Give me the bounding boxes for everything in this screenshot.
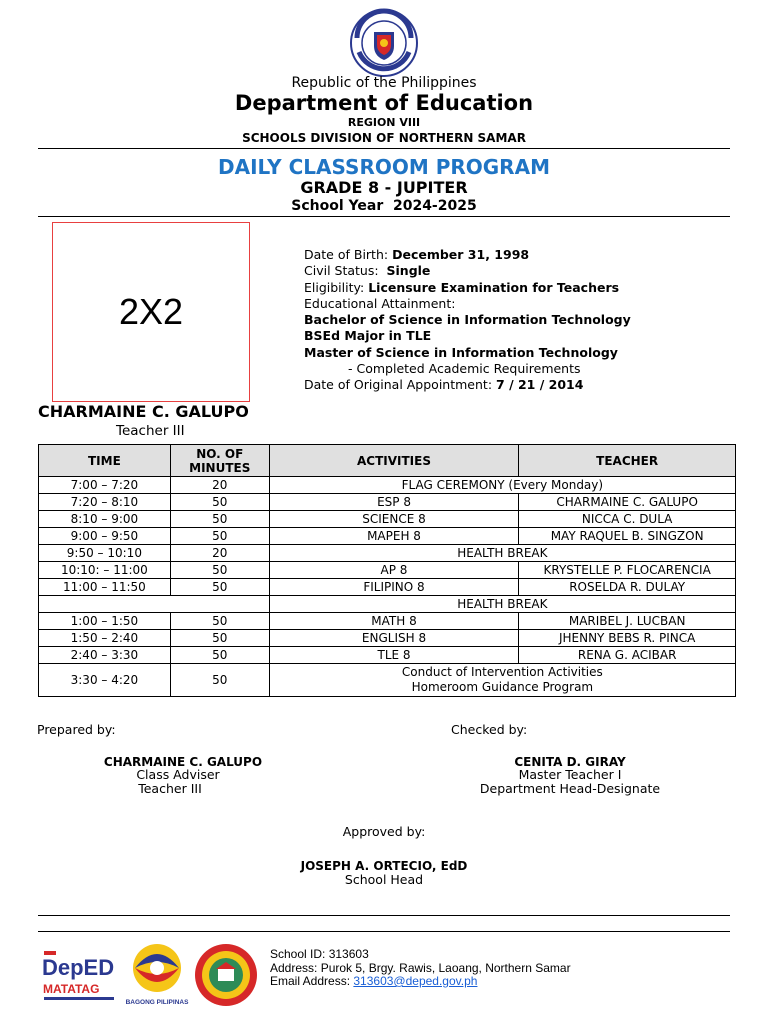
cell-activity: FILIPINO 8 <box>269 579 519 596</box>
cell-activity: AP 8 <box>269 562 519 579</box>
cell-activity: HEALTH BREAK <box>269 545 735 562</box>
schedule-table <box>38 444 736 697</box>
cell-time: 1:00 – 1:50 <box>39 613 171 630</box>
prepared-by-label: Prepared by: <box>37 722 116 737</box>
header-time: TIME <box>39 445 171 477</box>
cell-activity: TLE 8 <box>269 647 519 664</box>
republic-text: Republic of the Philippines <box>291 75 477 91</box>
cell-minutes: 50 <box>170 630 269 647</box>
header-minutes-label: NO. OF MINUTES <box>189 446 251 475</box>
teacher-profile <box>304 247 631 394</box>
grade-section: GRADE 8 - JUPITER <box>300 178 468 197</box>
table-row <box>39 664 736 697</box>
cell-activity: ENGLISH 8 <box>269 630 519 647</box>
table-row <box>39 545 736 562</box>
cell-minutes: 50 <box>170 562 269 579</box>
table-row <box>39 596 736 613</box>
civil-status-label: Civil Status: <box>304 263 379 279</box>
cell-time: 2:40 – 3:30 <box>39 647 171 664</box>
cell-teacher: JHENNY BEBS R. PINCA <box>519 630 736 647</box>
cell-time: 1:50 – 2:40 <box>39 630 171 647</box>
cell-activity <box>269 664 735 697</box>
divider <box>38 216 730 217</box>
photo-label: 2X2 <box>118 291 184 332</box>
teacher-position: Teacher III <box>116 423 185 439</box>
cell-minutes: 20 <box>170 477 269 494</box>
approved-by-name: JOSEPH A. ORTECIO, EdD <box>300 859 468 873</box>
cell-time: 10:10: – 11:00 <box>39 562 171 579</box>
cell-activity: FLAG CEREMONY (Every Monday) <box>269 477 735 494</box>
prepared-by-role-1: Class Adviser <box>136 767 220 782</box>
education-label: Educational Attainment: <box>304 295 456 311</box>
checked-by-label: Checked by: <box>451 722 528 737</box>
divider <box>38 931 730 932</box>
cell-teacher: RENA G. ACIBAR <box>519 647 736 664</box>
cell-minutes: 50 <box>170 494 269 511</box>
teacher-name: CHARMAINE C. GALUPO <box>38 402 249 421</box>
civil-status-value: Single <box>386 263 431 279</box>
table-row <box>39 511 736 528</box>
header-activities: ACTIVITIES <box>269 445 519 477</box>
region-text: REGION VIII <box>347 116 421 129</box>
email-link[interactable]: 313603@deped.gov.ph <box>353 974 478 988</box>
cell-time <box>39 596 270 613</box>
school-email-row <box>270 975 571 989</box>
deped-matatag-logo-icon <box>40 947 118 1009</box>
program-title: DAILY CLASSROOM PROGRAM <box>218 155 550 179</box>
eligibility-value: Licensure Examination for Teachers <box>368 279 620 295</box>
cell-time: 9:00 – 9:50 <box>39 528 171 545</box>
cell-time: 9:50 – 10:10 <box>39 545 171 562</box>
division-text: SCHOOLS DIVISION OF NORTHERN SAMAR <box>242 131 526 145</box>
cell-activity: HEALTH BREAK <box>269 596 735 613</box>
prepared-by-name: CHARMAINE C. GALUPO <box>103 755 263 769</box>
dob-value: December 31, 1998 <box>392 247 530 262</box>
table-row <box>39 630 736 647</box>
table-row <box>39 494 736 511</box>
cell-minutes: 50 <box>170 664 269 697</box>
cell-activity: MATH 8 <box>269 613 519 630</box>
school-year: School Year 2024-2025 <box>291 198 477 214</box>
photo-placeholder <box>52 222 250 402</box>
svg-text:BAGONG PILIPINAS: BAGONG PILIPINAS <box>125 999 189 1006</box>
cell-time: 3:30 – 4:20 <box>39 664 171 697</box>
approved-by-role: School Head <box>344 872 424 887</box>
cell-activity-line-2: Homeroom Guidance Program <box>411 680 594 694</box>
cell-activity: ESP 8 <box>269 494 519 511</box>
education-degree-3: Master of Science in Information Technology <box>304 344 618 360</box>
svg-text:DepED: DepED <box>42 955 115 980</box>
cell-activity: MAPEH 8 <box>269 528 519 545</box>
cell-teacher: KRYSTELLE P. FLOCARENCIA <box>519 562 736 579</box>
table-header-row <box>39 445 736 477</box>
education-degree-1: Bachelor of Science in Information Technology <box>304 312 631 328</box>
prepared-by-role-2: Teacher III <box>138 781 202 796</box>
cell-time: 7:20 – 8:10 <box>39 494 171 511</box>
cell-teacher: MAY RAQUEL B. SINGZON <box>519 528 736 545</box>
cell-teacher: MARIBEL J. LUCBAN <box>519 613 736 630</box>
checked-by-name: CENITA D. GIRAY <box>514 755 626 769</box>
divider <box>38 915 730 916</box>
svg-text:MATATAG: MATATAG <box>43 982 100 996</box>
education-note: - Completed Academic Requirements <box>348 361 581 377</box>
cell-minutes: 50 <box>170 528 269 545</box>
table-row <box>39 528 736 545</box>
divider <box>38 148 730 149</box>
school-address: Address: Purok 5, Brgy. Rawis, Laoang, Northern Samar <box>270 960 571 975</box>
cell-time: 8:10 – 9:00 <box>39 511 171 528</box>
school-id: School ID: 313603 <box>270 947 369 961</box>
dob-label: Date of Birth: <box>304 247 389 262</box>
table-row <box>39 647 736 664</box>
cell-minutes: 50 <box>170 511 269 528</box>
header-teacher: TEACHER <box>519 445 736 477</box>
cell-minutes: 50 <box>170 647 269 664</box>
education-degree-2: BSEd Major in TLE <box>304 328 432 344</box>
approved-by-label: Approved by: <box>342 824 426 839</box>
cell-minutes: 50 <box>170 613 269 630</box>
cell-minutes: 20 <box>170 545 269 562</box>
cell-teacher: NICCA C. DULA <box>519 511 736 528</box>
cell-teacher: ROSELDA R. DULAY <box>519 579 736 596</box>
appointment-value: 7 / 21 / 2014 <box>496 377 584 393</box>
school-contact-info <box>270 948 571 989</box>
department-title: Department of Education <box>234 91 534 115</box>
cell-activity: SCIENCE 8 <box>269 511 519 528</box>
table-row <box>39 613 736 630</box>
cell-time: 11:00 – 11:50 <box>39 579 171 596</box>
header-minutes <box>170 445 269 477</box>
bagong-pilipinas-logo-icon <box>125 940 189 1010</box>
cell-activity-line-1: Conduct of Intervention Activities <box>401 665 603 679</box>
checked-by-role-2: Department Head-Designate <box>479 781 661 796</box>
cell-minutes: 50 <box>170 579 269 596</box>
appointment-label: Date of Original Appointment: <box>304 377 493 393</box>
email-label: Email Address: <box>270 974 354 988</box>
table-row <box>39 477 736 494</box>
checked-by-role-1: Master Teacher I <box>518 767 622 782</box>
table-row <box>39 579 736 596</box>
school-seal-icon <box>194 943 258 1007</box>
table-row <box>39 562 736 579</box>
deped-seal-icon <box>345 8 423 78</box>
cell-teacher: CHARMAINE C. GALUPO <box>519 494 736 511</box>
eligibility-label: Eligibility: <box>304 279 365 295</box>
cell-time: 7:00 – 7:20 <box>39 477 171 494</box>
